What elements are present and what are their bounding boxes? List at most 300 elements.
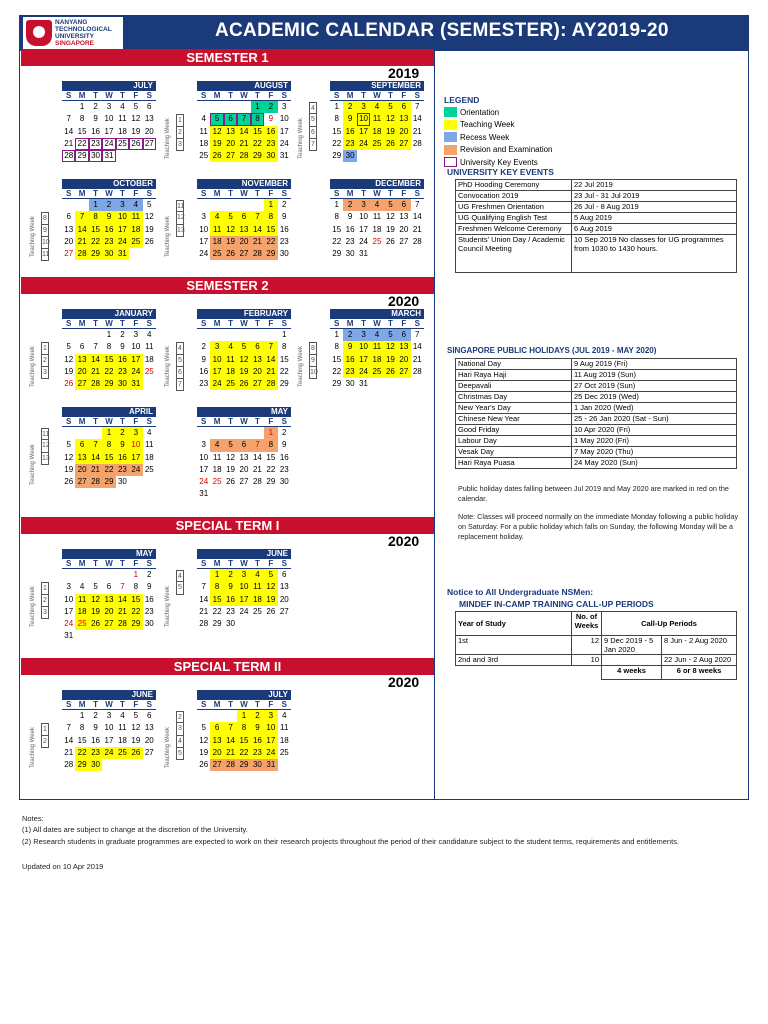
day-cell: 28 xyxy=(224,759,237,771)
day-cell: 27 xyxy=(102,618,115,630)
day-cell: 13 xyxy=(397,341,410,353)
logo-line-2: TECHNOLOGICAL xyxy=(55,26,112,33)
day-cell: 29 xyxy=(75,150,88,162)
ntu-logo xyxy=(23,17,123,49)
day-cell: 22 xyxy=(75,138,88,150)
day-cell: 31 xyxy=(359,249,369,259)
updated-date: Updated on 10 Apr 2019 xyxy=(22,862,104,871)
day-cell: 2 xyxy=(343,329,356,341)
logo-line-1: NANYANG xyxy=(55,19,88,26)
day-cell: 12 xyxy=(226,452,236,462)
day-cell: 18 xyxy=(210,236,223,248)
special-term-1-band: SPECIAL TERM I xyxy=(21,517,434,534)
month-november xyxy=(197,179,291,260)
day-cell: 9 xyxy=(224,581,237,593)
day-cell: 2 xyxy=(93,711,98,720)
day-cell: 12 xyxy=(199,735,209,745)
weekday-header: S M T W T F S xyxy=(62,319,156,329)
day-cell: 22 xyxy=(332,138,342,148)
day-cell: 6 xyxy=(147,102,152,111)
day-cell: 31 xyxy=(102,150,115,162)
day-cell: 16 xyxy=(199,366,209,376)
day-cell: 21 xyxy=(237,138,250,150)
table-row: PhD Hooding Ceremony 22 Jul 2019 xyxy=(456,180,737,191)
day-cell: 30 xyxy=(102,248,115,260)
day-cell: 9 xyxy=(120,342,125,352)
day-cell: 15 xyxy=(332,126,342,136)
day-cell: 24 xyxy=(264,747,277,759)
day-cell: 3 xyxy=(201,440,206,450)
day-cell: 27 xyxy=(251,378,264,390)
day-cell: 8 xyxy=(237,722,250,734)
day-cell: 17 xyxy=(279,126,289,136)
day-cell: 27 xyxy=(239,477,249,487)
day-cell: 10 xyxy=(279,114,289,124)
day-cell: 18 xyxy=(370,354,383,366)
day-cell: 26 xyxy=(129,747,142,759)
day-cell: 4 xyxy=(370,329,383,341)
teaching-week-label: Teaching Week xyxy=(165,586,171,627)
day-cell: 19 xyxy=(64,366,74,376)
day-cell: 7 xyxy=(415,330,420,339)
day-cell: 1 xyxy=(264,427,277,439)
day-cell: 18 xyxy=(75,606,88,618)
day-cell: 6 xyxy=(147,711,152,720)
day-cell: 3 xyxy=(237,569,250,581)
day-cell: 21 xyxy=(224,747,237,759)
day-cell: 8 xyxy=(264,439,277,451)
day-cell: 30 xyxy=(279,477,289,487)
day-cell: 19 xyxy=(224,236,237,248)
day-cell: 25 xyxy=(116,747,129,759)
day-cell: 16 xyxy=(343,354,356,366)
month-name: FEBRUARY xyxy=(197,309,291,319)
day-cell: 23 xyxy=(199,379,209,389)
day-cell: 21 xyxy=(264,366,277,378)
day-cell: 11 xyxy=(370,113,383,125)
day-cell: 1 xyxy=(251,101,264,113)
day-cell: 14 xyxy=(264,354,277,366)
day-cell: 7 xyxy=(93,342,98,352)
month-february xyxy=(197,309,291,390)
day-cell: 26 xyxy=(384,366,397,378)
day-cell: 12 xyxy=(64,452,74,462)
table-row: Freshmen Welcome Ceremony 6 Aug 2019 xyxy=(456,224,737,235)
day-cell: 16 xyxy=(279,224,289,234)
day-cell: 19 xyxy=(264,594,277,606)
day-cell: 11 xyxy=(370,341,383,353)
semester-2-band: SEMESTER 2 xyxy=(21,277,434,294)
day-cell: 16 xyxy=(343,126,356,138)
day-cell: 23 xyxy=(264,138,277,150)
day-cell: 15 xyxy=(237,735,250,747)
day-cell: 23 xyxy=(102,236,115,248)
day-cell: 19 xyxy=(237,366,250,378)
day-cell: 13 xyxy=(144,723,154,733)
day-cell: 24 xyxy=(279,138,289,148)
day-cell: 4 xyxy=(251,569,264,581)
day-cell: 16 xyxy=(102,224,115,236)
day-cell: 1 xyxy=(102,427,115,439)
day-cell: 4 xyxy=(370,101,383,113)
day-cell: 30 xyxy=(345,379,355,389)
day-cell: 15 xyxy=(264,224,277,236)
teaching-week-label: Teaching Week xyxy=(165,216,171,257)
day-cell: 16 xyxy=(224,594,237,606)
day-cell: 24 xyxy=(199,249,209,259)
day-cell: 23 xyxy=(345,236,355,246)
day-cell: 1 xyxy=(89,199,102,211)
year-2019: 2019 xyxy=(388,65,420,81)
day-cell: 1 xyxy=(79,711,85,720)
week-numbers: 4 5 6 7 xyxy=(176,342,184,391)
weekday-header: S M T W T F S xyxy=(62,91,156,101)
day-cell: 8 xyxy=(282,342,287,352)
day-cell: 13 xyxy=(399,212,409,222)
day-cell: 10 xyxy=(357,341,370,353)
day-cell: 26 xyxy=(64,379,74,389)
day-cell: 29 xyxy=(89,248,102,260)
day-cell: 17 xyxy=(199,236,209,246)
day-cell: 4 xyxy=(147,428,152,437)
day-cell: 24 xyxy=(102,747,115,759)
day-cell: 6 xyxy=(237,439,250,451)
day-cell: 28 xyxy=(412,236,422,246)
day-cell: 25 xyxy=(370,138,383,150)
day-cell: 21 xyxy=(64,747,74,757)
day-cell: 22 xyxy=(75,747,88,759)
day-cell: 23 xyxy=(251,747,264,759)
day-cell: 28 xyxy=(412,138,422,148)
day-cell: 13 xyxy=(397,113,410,125)
day-cell: 6 xyxy=(75,439,88,451)
day-cell: 28 xyxy=(75,248,88,260)
weekday-header: S M T W T F S xyxy=(197,417,291,427)
day-cell: 22 xyxy=(332,236,342,246)
table-row: 1st 12 9 Dec 2019 - 5 Jan 2020 8 Jun - 2 Aug 2020 xyxy=(456,636,737,655)
day-cell: 30 xyxy=(89,759,102,771)
day-cell: 13 xyxy=(75,452,88,464)
day-cell: 21 xyxy=(412,354,422,364)
day-cell: 14 xyxy=(412,114,422,124)
day-cell: 20 xyxy=(75,366,88,378)
day-cell: 26 xyxy=(237,378,250,390)
day-cell: 21 xyxy=(116,606,129,618)
day-cell: 4 xyxy=(129,199,142,211)
day-cell: 24 xyxy=(116,236,129,248)
month-name: JUNE xyxy=(197,549,291,559)
legend-exam: Revision and Examination xyxy=(444,144,553,157)
day-cell: 8 xyxy=(210,581,223,593)
day-cell: 1 xyxy=(334,330,339,339)
nsmen-subtitle: MINDEF IN-CAMP TRAINING CALL-UP PERIODS xyxy=(459,599,654,609)
day-grid xyxy=(197,569,291,630)
day-cell: 15 xyxy=(89,224,102,236)
day-cell: 6 xyxy=(282,570,287,579)
day-cell: 31 xyxy=(264,759,277,771)
month-april xyxy=(62,407,156,488)
nsmen-title: Notice to All Undergraduate NSMen: xyxy=(447,587,594,597)
day-cell: 20 xyxy=(144,735,154,745)
day-cell: 4 xyxy=(370,199,383,211)
day-cell: 12 xyxy=(64,354,74,364)
day-cell: 12 xyxy=(384,341,397,353)
day-cell: 23 xyxy=(89,138,102,150)
day-cell: 25 xyxy=(210,248,223,260)
day-cell: 16 xyxy=(91,126,101,136)
day-cell: 20 xyxy=(102,606,115,618)
day-cell: 25 xyxy=(199,151,209,161)
holidays-title: SINGAPORE PUBLIC HOLIDAYS (JUL 2019 - MAY 2020) xyxy=(447,346,657,355)
day-cell: 17 xyxy=(104,126,114,136)
day-cell: 11 xyxy=(118,114,127,124)
day-cell: 21 xyxy=(412,126,422,136)
day-cell: 8 xyxy=(334,114,339,124)
day-cell: 23 xyxy=(279,236,289,246)
day-cell: 23 xyxy=(279,464,289,474)
day-cell: 6 xyxy=(210,722,223,734)
day-cell: 21 xyxy=(251,236,264,248)
note-2: (2) Research students in graduate programmes are expected to work on their research projects throughout the period of their candidature subject to the student terms, requirements and entitlements. xyxy=(22,837,680,846)
day-cell: 29 xyxy=(264,248,277,260)
month-name: APRIL xyxy=(62,407,156,417)
day-cell: 13 xyxy=(279,582,289,592)
day-cell: 26 xyxy=(199,760,209,770)
month-may xyxy=(62,549,156,643)
column-divider xyxy=(434,51,435,800)
day-cell: 11 xyxy=(210,224,223,236)
day-cell: 6 xyxy=(66,212,71,222)
day-cell: 17 xyxy=(199,464,209,474)
day-cell: 23 xyxy=(116,366,129,378)
day-cell: 17 xyxy=(359,224,369,234)
day-cell: 7 xyxy=(251,439,264,451)
day-cell: 18 xyxy=(251,594,264,606)
day-cell: 7 xyxy=(201,582,206,592)
day-cell: 31 xyxy=(64,631,74,641)
day-cell: 19 xyxy=(210,138,223,150)
day-cell: 17 xyxy=(357,354,370,366)
legend-key-events: University Key Events xyxy=(444,156,553,169)
day-cell: 27 xyxy=(237,248,250,260)
day-cell: 25 xyxy=(144,464,154,474)
day-cell: 2 xyxy=(147,570,152,579)
day-cell: 1 xyxy=(237,710,250,722)
day-cell: 29 xyxy=(129,618,142,630)
day-cell: 18 xyxy=(144,354,154,364)
day-cell: 9 xyxy=(282,212,287,222)
day-cell: 22 xyxy=(89,236,102,248)
weekday-header: S M T W T F S xyxy=(330,189,424,199)
day-cell: 1 xyxy=(334,102,339,111)
day-cell: 10 xyxy=(359,212,369,222)
day-cell: 19 xyxy=(131,126,141,136)
day-cell: 7 xyxy=(89,439,102,451)
day-cell: 29 xyxy=(102,378,115,390)
day-cell: 14 xyxy=(412,212,422,222)
day-cell: 9 xyxy=(282,440,287,450)
day-cell: 20 xyxy=(399,224,409,234)
day-cell: 5 xyxy=(133,711,139,720)
day-cell: 12 xyxy=(385,212,395,222)
day-cell: 29 xyxy=(332,151,342,161)
day-cell: 29 xyxy=(237,759,250,771)
day-grid xyxy=(330,101,424,162)
nsmen-table xyxy=(455,611,737,680)
year-2020-st1: 2020 xyxy=(388,533,420,549)
day-cell: 17 xyxy=(104,735,114,745)
day-cell: 4 xyxy=(201,114,206,124)
day-cell: 4 xyxy=(210,439,223,451)
day-cell: 1 xyxy=(106,330,112,339)
day-cell: 24 xyxy=(357,366,370,378)
day-cell: 24 xyxy=(239,606,249,616)
notes-title: Notes: xyxy=(22,814,44,823)
day-cell: 8 xyxy=(79,723,85,733)
day-cell: 9 xyxy=(147,582,152,592)
day-cell: 30 xyxy=(279,249,289,259)
day-cell: 29 xyxy=(266,477,276,487)
day-cell: 14 xyxy=(116,594,129,606)
day-cell: 6 xyxy=(251,341,264,353)
day-cell: 8 xyxy=(79,114,85,124)
day-cell: 21 xyxy=(252,464,262,474)
day-cell: 5 xyxy=(384,329,397,341)
table-row: Christmas Day 25 Dec 2019 (Wed) xyxy=(456,392,737,403)
day-cell: 24 xyxy=(64,619,74,629)
day-cell: 17 xyxy=(357,126,370,138)
day-grid xyxy=(197,329,291,390)
day-cell: 26 xyxy=(385,236,395,246)
day-cell: 3 xyxy=(129,427,142,439)
day-cell: 17 xyxy=(116,224,129,236)
day-cell: 15 xyxy=(332,354,342,364)
day-cell: 15 xyxy=(77,126,87,136)
day-cell: 11 xyxy=(280,723,289,733)
day-cell: 25 xyxy=(224,378,237,390)
day-cell: 30 xyxy=(116,378,129,390)
day-cell: 12 xyxy=(89,594,102,606)
day-cell: 8 xyxy=(251,113,264,125)
day-cell: 21 xyxy=(75,236,88,248)
day-cell: 25 xyxy=(370,366,383,378)
day-cell: 29 xyxy=(102,476,115,488)
logo-line-4: SINGAPORE xyxy=(55,40,95,47)
day-cell: 19 xyxy=(131,735,141,745)
day-cell: 16 xyxy=(251,735,264,747)
day-cell: 14 xyxy=(64,735,74,745)
day-cell: 15 xyxy=(102,452,115,464)
day-cell: 12 xyxy=(224,224,237,236)
month-june xyxy=(62,690,156,771)
month-name: JANUARY xyxy=(62,309,156,319)
day-cell: 9 xyxy=(251,722,264,734)
weekday-header: S M T W T F S xyxy=(197,189,291,199)
month-may xyxy=(197,407,291,501)
day-cell: 11 xyxy=(372,212,382,222)
day-cell: 30 xyxy=(345,249,355,259)
day-cell: 9 xyxy=(343,113,356,125)
holidays-table xyxy=(455,358,737,469)
day-cell: 4 xyxy=(120,102,125,111)
month-name: JUNE xyxy=(62,690,156,700)
day-cell: 14 xyxy=(64,126,74,136)
day-cell: 25 xyxy=(129,236,142,248)
day-cell: 3 xyxy=(357,101,370,113)
day-grid xyxy=(330,199,424,260)
day-cell: 21 xyxy=(89,464,102,476)
table-row: UG Freshmen Orientation 26 Jul - 8 Aug 2019 xyxy=(456,202,737,213)
day-cell: 15 xyxy=(210,594,223,606)
day-cell: 19 xyxy=(64,464,74,474)
day-cell: 28 xyxy=(89,476,102,488)
day-cell: 23 xyxy=(144,606,154,616)
day-cell: 30 xyxy=(144,619,154,629)
weekday-header: S M T W T F S xyxy=(197,700,291,710)
day-cell: 30 xyxy=(343,150,356,162)
day-cell: 7 xyxy=(66,114,71,124)
legend-orientation: Orientation xyxy=(444,106,553,119)
week-numbers: 4 5 6 7 xyxy=(309,102,317,151)
day-cell: 8 xyxy=(264,211,277,223)
year-2020-st2: 2020 xyxy=(388,674,420,690)
day-cell: 22 xyxy=(129,606,142,618)
day-cell: 5 xyxy=(224,211,237,223)
month-august xyxy=(197,81,291,162)
day-cell: 3 xyxy=(282,102,287,111)
day-cell: 3 xyxy=(357,199,370,211)
day-cell: 2 xyxy=(282,200,287,209)
day-cell: 12 xyxy=(131,723,141,733)
events-table xyxy=(455,179,737,273)
day-cell: 5 xyxy=(224,439,237,451)
day-cell: 15 xyxy=(279,354,289,364)
month-name: MARCH xyxy=(330,309,424,319)
table-row: 2nd and 3rd 10 22 Jun - 2 Aug 2020 xyxy=(456,655,737,666)
legend-teaching: Teaching Week xyxy=(444,119,553,132)
day-cell: 11 xyxy=(129,211,142,223)
day-cell: 27 xyxy=(64,249,74,259)
month-name: DECEMBER xyxy=(330,179,424,189)
day-cell: 10 xyxy=(237,581,250,593)
day-cell: 24 xyxy=(210,378,223,390)
day-cell: 10 xyxy=(64,594,74,604)
day-cell: 28 xyxy=(237,150,250,162)
day-cell: 18 xyxy=(117,126,127,136)
day-cell: 13 xyxy=(102,594,115,606)
table-row: Hari Raya Haji 11 Aug 2019 (Sun) xyxy=(456,370,737,381)
weekday-header: S M T W T F S xyxy=(62,417,156,427)
day-cell: 14 xyxy=(412,342,422,352)
day-cell: 3 xyxy=(106,102,112,111)
day-cell: 25 xyxy=(372,236,382,246)
day-cell: 13 xyxy=(224,126,237,138)
day-cell: 8 xyxy=(133,582,139,592)
day-cell: 29 xyxy=(332,379,342,389)
day-cell: 22 xyxy=(266,464,276,474)
week-numbers: 11 12 13 xyxy=(176,200,184,237)
day-cell: 11 xyxy=(224,354,237,366)
day-cell: 18 xyxy=(224,366,237,378)
day-cell: 31 xyxy=(279,151,289,161)
day-cell: 8 xyxy=(334,342,339,352)
day-cell: 3 xyxy=(66,582,71,592)
day-cell: 10 xyxy=(264,722,277,734)
day-cell: 26 xyxy=(210,150,223,162)
month-december xyxy=(330,179,424,260)
day-cell: 11 xyxy=(212,452,222,462)
table-row: Year of Study No. of Weeks Call-Up Periods xyxy=(456,612,737,636)
